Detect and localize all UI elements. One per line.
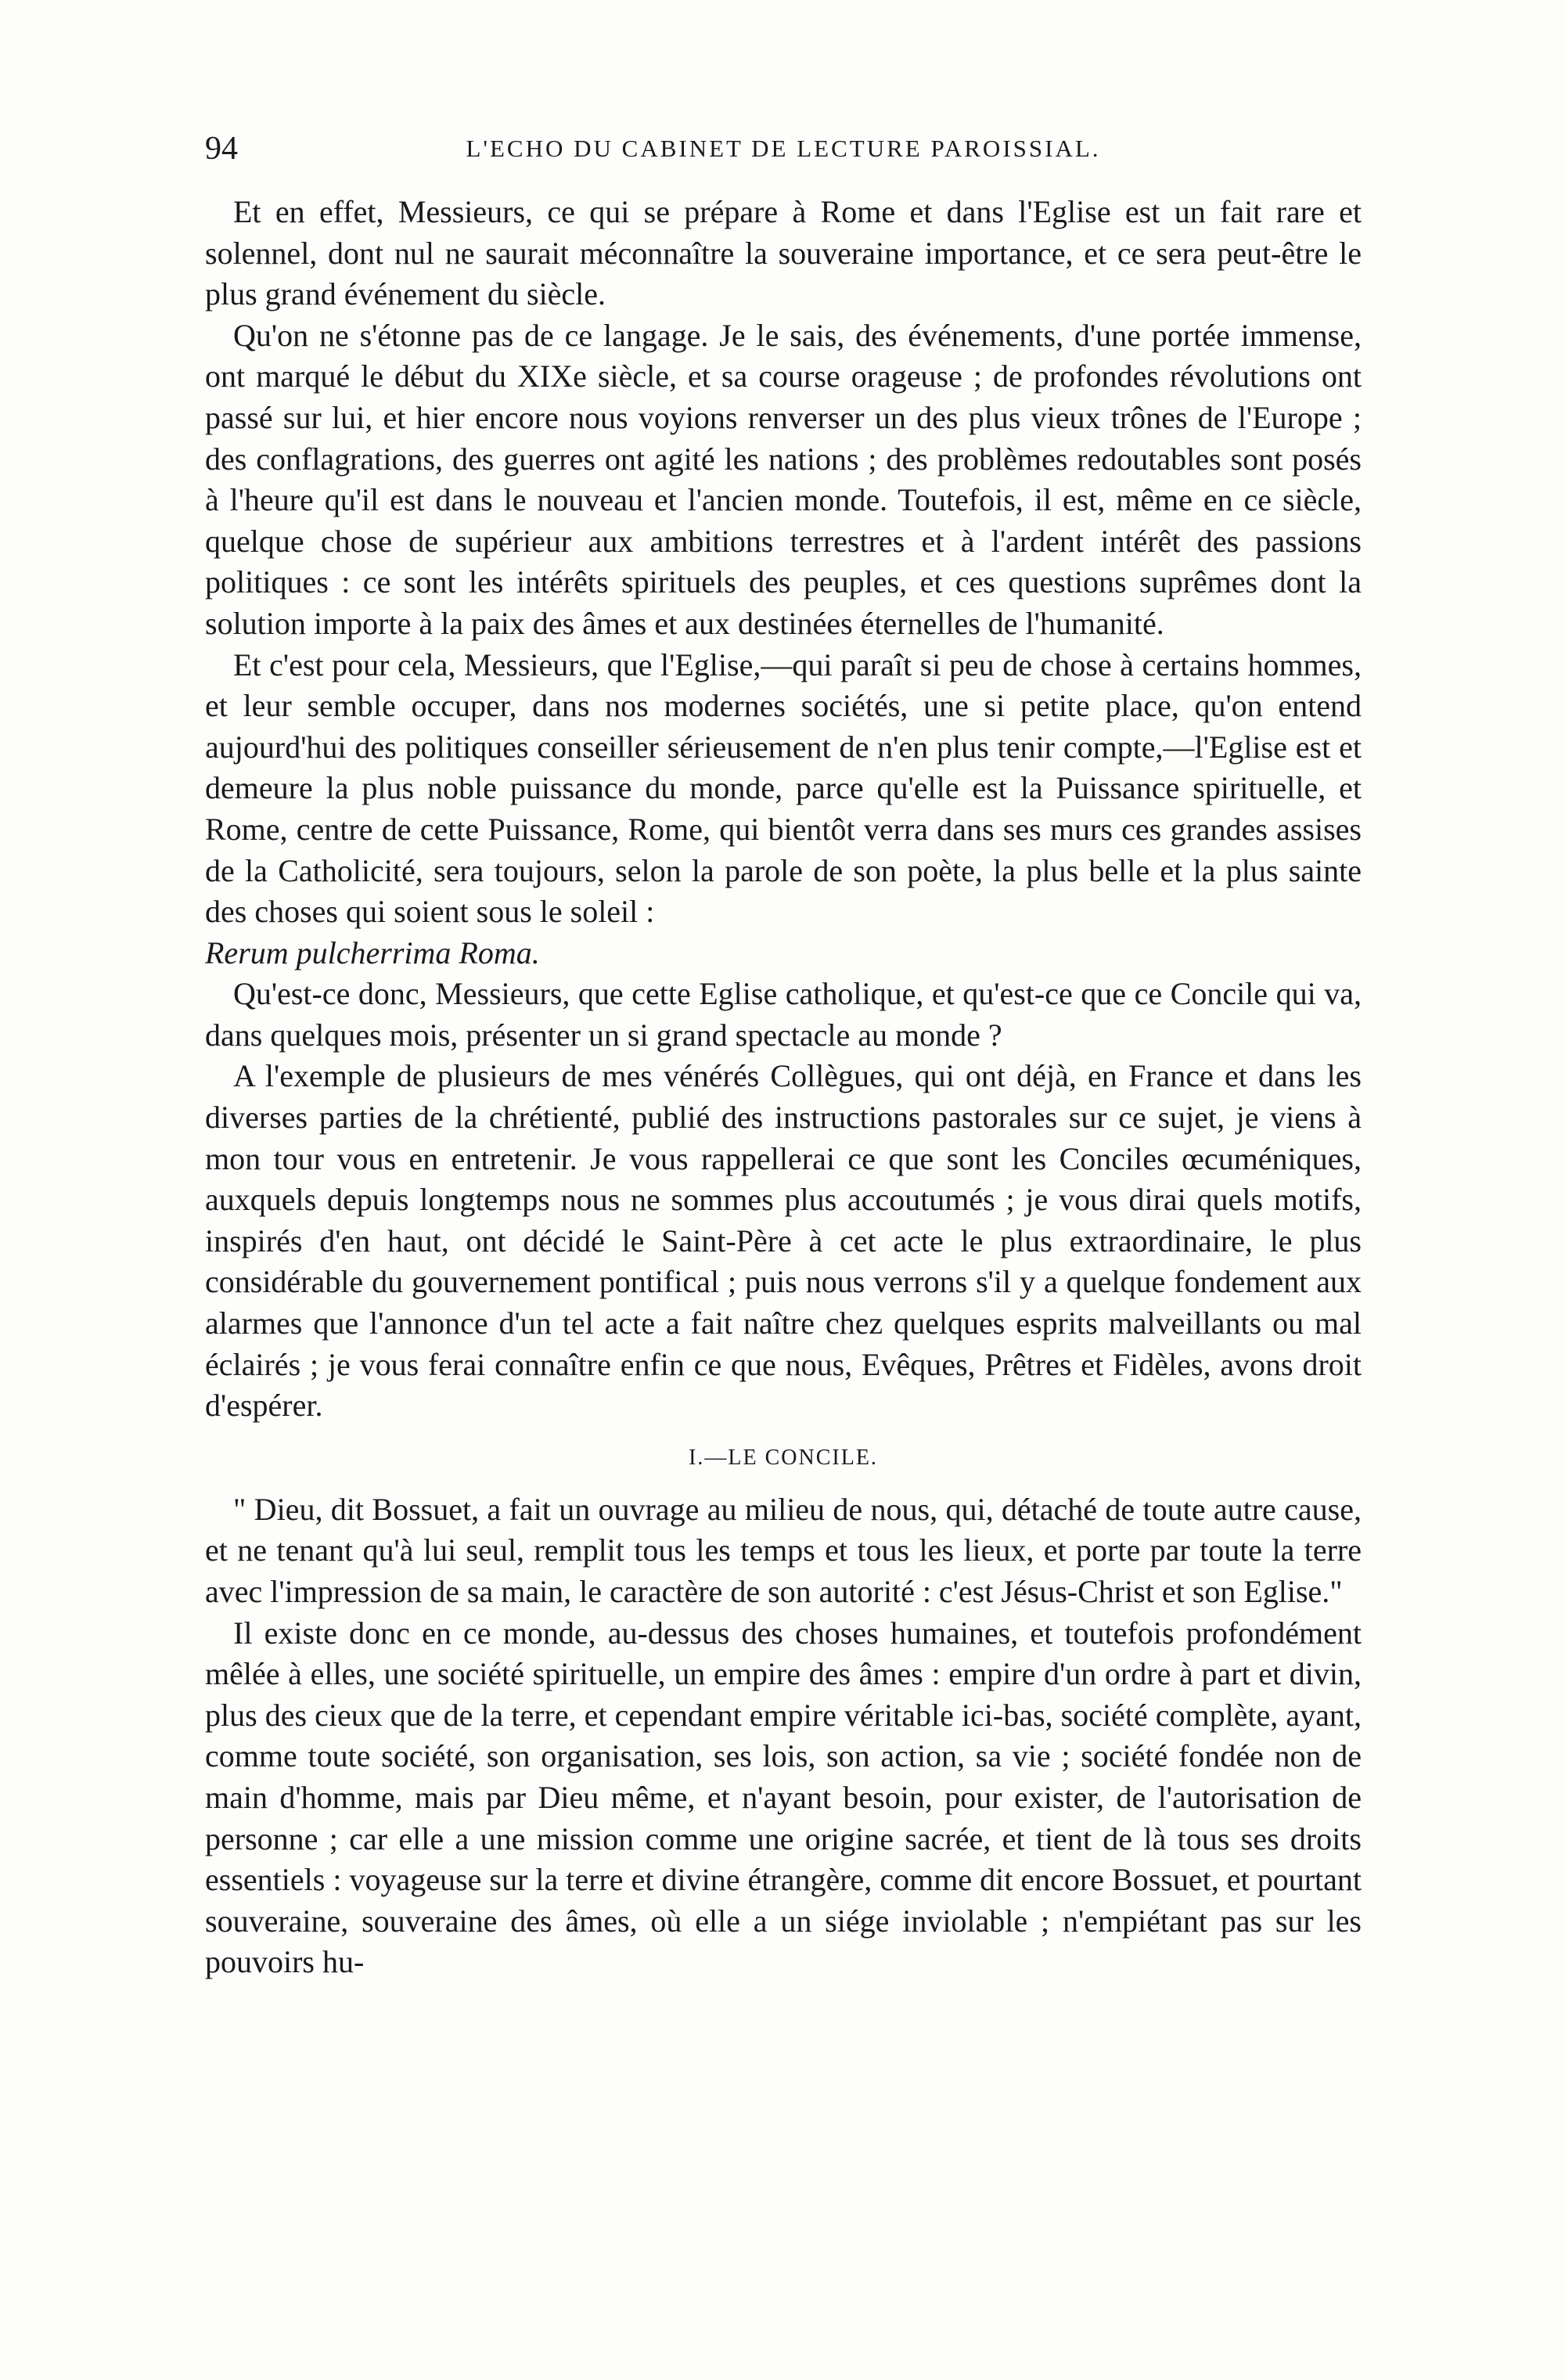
paragraph: " Dieu, dit Bossuet, a fait un ouvrage au milieu de nous, qui, détaché de toute autre cause, et ne tenant qu'à lui seul, remplit tous les temps et tous les lieux, et porte par toute la terre avec l'impression de sa main, le caractère de son autorité : c'est Jésus-Christ et son Eglise." xyxy=(205,1491,1362,1609)
paragraph: Qu'est-ce donc, Messieurs, que cette Eglise catholique, et qu'est-ce que ce Concile qui va, dans quelques mois, présenter un si grand spectacle au monde ? xyxy=(205,976,1362,1053)
paragraph: Et c'est pour cela, Messieurs, que l'Eglise,—qui paraît si peu de chose à certains hommes, et leur semble occuper, dans nos modernes sociétés, une si petite place, qu'on entend aujourd'hui des politiques conseiller sérieusement de n'en plus tenir compte,—l'Eglise est et demeure la plus noble puissance du monde, parce qu'elle est la Puissance spirituelle, et Rome, centre de cette Puissance, Rome, qui bientôt verra dans ses murs ces grandes assises de la Catholicité, sera toujours, selon la parole de son poète, la plus belle et la plus sainte des choses qui soient sous le soleil : xyxy=(205,646,1362,930)
page-number: 94 xyxy=(205,131,238,167)
paragraph: Qu'on ne s'étonne pas de ce langage. Je le sais, des événements, d'une portée immense, ont marqué le début du XIXe siècle, et sa course orageuse ; de profondes révolutions ont passé sur lui, et hier encore nous voyions renverser un des plus vieux trônes de l'Europe ; des conflagrations, des guerres ont agité les nations ; des problèmes redoutables sont posés à l'heure qu'il est dans le nouveau et l'ancien monde. Toutefois, il est, même en ce siècle, quelque chose de supérieur aux ambitions terrestres et à l'ardent intérêt des passions politiques : ce sont les intérêts spirituels des peuples, et ces questions suprêmes dont la solution importe à la paix des âmes et aux destinées éternelles de l'humanité. xyxy=(205,317,1362,641)
paragraph: A l'exemple de plusieurs de mes vénérés Collègues, qui ont déjà, en France et dans les diverses parties de la chrétienté, publié des instructions pastorales sur ce sujet, je viens à mon tour vous en entretenir. Je vous rappellerai ce que sont les Conciles œcuméniques, auxquels depuis longtemps nous ne sommes plus accoutumés ; je vous dirai quels motifs, inspirés d'en haut, ont décidé le Saint-Père à cet acte le plus extraordinaire, le plus considérable du gouvernement pontifical ; puis nous verrons s'il y a quelque fondement aux alarmes que l'annonce d'un tel acte a fait naître chez quelques esprits malveillants ou mal éclairés ; je vous ferai connaître enfin ce que nous, Evêques, Prêtres et Fidèles, avons droit d'espérer. xyxy=(205,1058,1362,1424)
section-heading: I.—LE CONCILE. xyxy=(689,1445,878,1470)
paragraph: Et en effet, Messieurs, ce qui se prépare à Rome et dans l'Eglise est un fait rare et solennel, dont nul ne saurait méconnaître la souveraine importance, et ce sera peut-être le plus grand événement du siècle. xyxy=(205,194,1362,312)
paragraph: Il existe donc en ce monde, au-dessus des choses humaines, et toutefois profondément mêlée à elles, une société spirituelle, un empire des âmes : empire d'un ordre à part et divin, plus des cieux que de la terre, et cependant empire véritable ici-bas, société complète, ayant, comme toute société, son organisation, ses lois, son action, sa vie ; société fondée non de main d'homme, mais par Dieu même, et n'ayant besoin, pour exister, de l'autorisation de personne ; car elle a une mission comme une origine sacrée, et tient de là tous ses droits essentiels : voyageuse sur la terre et divine étrangère, comme dit encore Bossuet, et pourtant souveraine, souveraine des âmes, où elle a un siége inviolable ; n'empiétant pas sur les pouvoirs hu- xyxy=(205,1615,1362,1980)
latin-quote: Rerum pulcherrima Roma. xyxy=(205,934,540,970)
body-text xyxy=(205,192,1362,1983)
running-title: L'ECHO DU CABINET DE LECTURE PAROISSIAL. xyxy=(466,135,1101,162)
page-header xyxy=(205,125,1362,172)
